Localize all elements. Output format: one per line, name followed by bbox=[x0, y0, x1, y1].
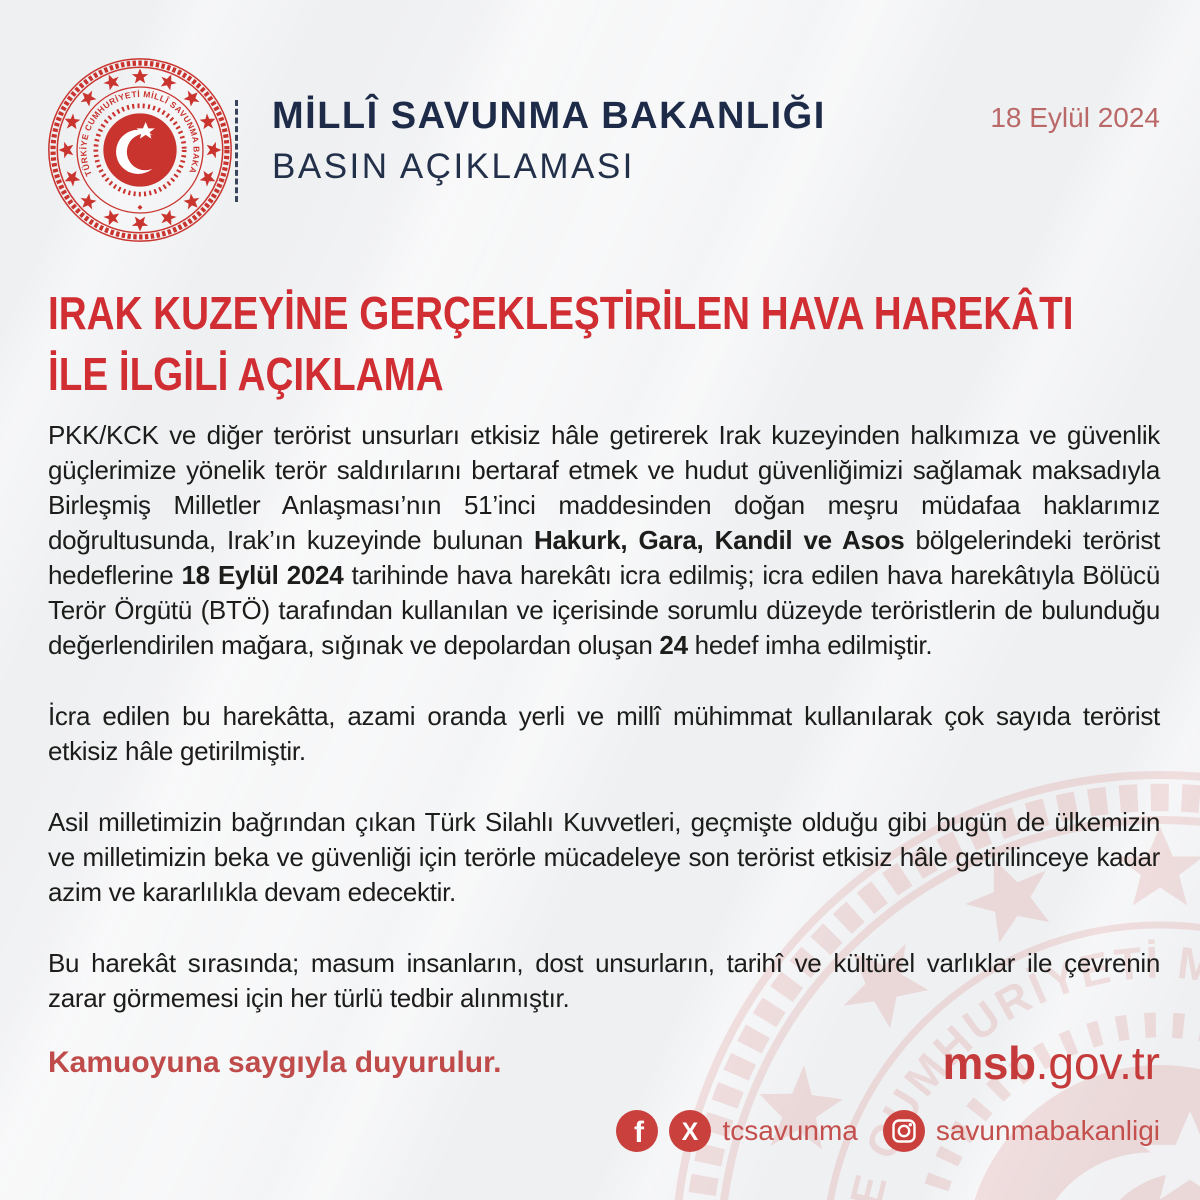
x-twitter-icon[interactable] bbox=[669, 1110, 711, 1152]
website-link[interactable] bbox=[942, 1036, 1160, 1090]
facebook-icon[interactable] bbox=[616, 1110, 658, 1152]
ministry-seal-logo bbox=[46, 56, 234, 244]
page-title bbox=[48, 283, 1165, 405]
body-paragraph-2: İcra edilen bu harekâtta, azami oranda yerli ve millî mühimmat kullanılarak çok sayıda terörist etkisiz hâle getirilmiştir. bbox=[48, 701, 1160, 766]
svg-text:f: f bbox=[634, 1116, 645, 1149]
instagram-handle[interactable]: savunmabakanligi bbox=[935, 1115, 1160, 1146]
website-rest-part: .gov.tr bbox=[1035, 1037, 1160, 1089]
instagram-icon[interactable] bbox=[883, 1110, 925, 1152]
body-paragraph-4: Bu harekât sırasında; masum insanların, dost unsurların, tarihî ve kültürel varlıklar ile çevrenin zarar görmemesi için her türlü tedbir alınmıştır. bbox=[48, 948, 1160, 1013]
title-line-2: İLE İLGİLİ AÇIKLAMA bbox=[48, 348, 444, 400]
release-date: 18 Eylül 2024 bbox=[990, 102, 1160, 133]
closing-statement: Kamuoyuna saygıyla duyurulur. bbox=[48, 1046, 502, 1079]
title-line-1: IRAK KUZEYİNE GERÇEKLEŞTİRİLEN HAVA HAREKÂTI bbox=[48, 287, 1074, 339]
website-bold-part: msb bbox=[942, 1037, 1036, 1089]
fb-x-handle[interactable]: tcsavunma bbox=[722, 1115, 858, 1146]
press-release-subtitle: BASIN AÇIKLAMASI bbox=[272, 147, 635, 186]
body-paragraph-3: Asil milletimizin bağrından çıkan Türk Silahlı Kuvvetleri, geçmişte olduğu gibi bugün de ülkemizin ve milletimizin beka ve güvenliği için terörle mücadeleye son terörist etkisiz hâle getirilinceye kadar azim ve kararlılıkla devam edecektir. bbox=[48, 807, 1160, 907]
ministry-title: MİLLÎ SAVUNMA BAKANLIĞI bbox=[272, 95, 826, 137]
body-text bbox=[48, 418, 1160, 1052]
body-paragraph-1: PKK/KCK ve diğer terörist unsurları etkisiz hâle getirerek Irak kuzeyinden halkımıza ve güvenlik güçlerimize yönelik terör saldırılarını bertaraf etmek ve hudut güvenliğimizi sağlamak maksadıyla Birleşmiş Milletler Anlaşması’nın 51’inci maddesinden doğan meşru müdafaa haklarımız doğrultusunda, Irak’ın kuzeyinde bulunan Hakurk, Gara, Kandil ve Asos bölgelerindeki terörist hedeflerine 18 Eylül 2024 tarihinde hava harekâtı icra edilmiş; icra edilen hava harekâtıyla Bölücü Terör Örgütü (BTÖ) tarafından kullanılan ve içerisinde sorumlu düzeyde teröristlerin de bulunduğu değerlendirilen mağara, sığınak ve depolardan oluşan 24 hedef imha edilmiştir. bbox=[48, 420, 1161, 660]
svg-text:X: X bbox=[682, 1118, 699, 1146]
social-links-row bbox=[616, 1110, 1160, 1152]
header-divider bbox=[235, 100, 238, 202]
header-text-block bbox=[272, 95, 826, 187]
